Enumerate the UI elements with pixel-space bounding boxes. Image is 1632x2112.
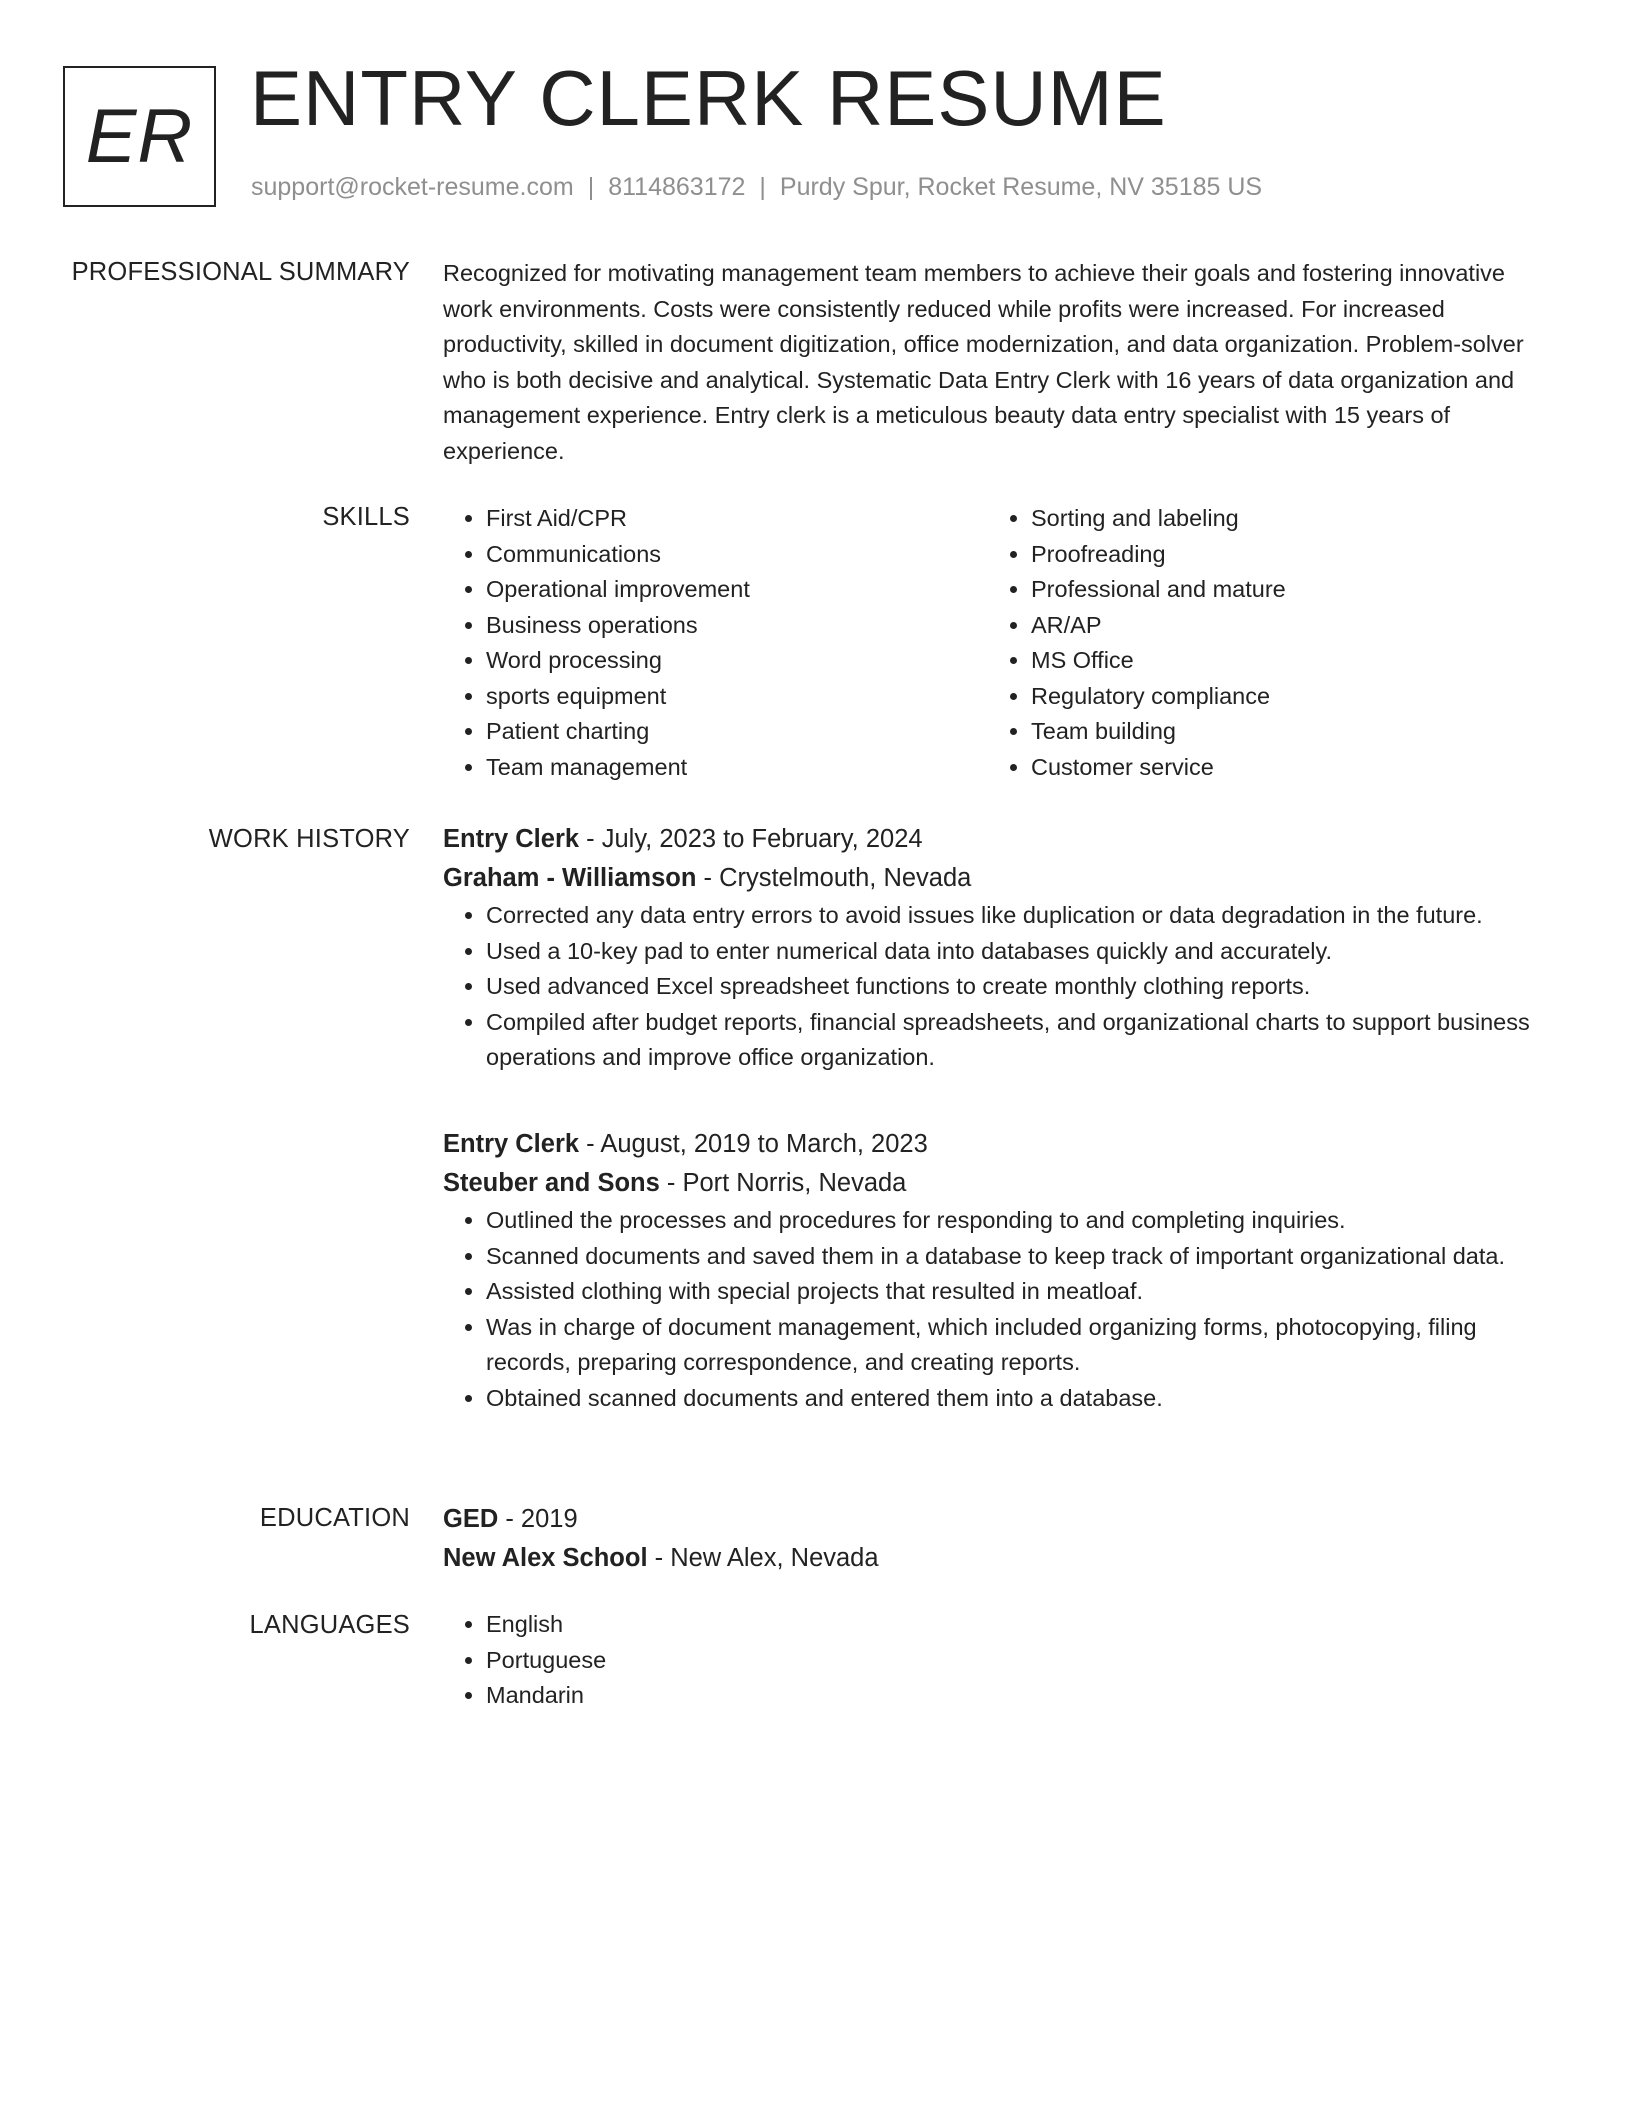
job-title: Entry Clerk	[443, 825, 580, 853]
skill-item: • Sorting and labeling	[1031, 501, 1533, 537]
education-school-line	[443, 1539, 1553, 1578]
skill-item: • Business operations	[486, 608, 988, 644]
job-bullet: • Compiled after budget reports, financial spreadsheets, and organizational charts to support business operations and improve office organization.	[486, 1005, 1553, 1076]
job-location: - Crystelmouth, Nevada	[696, 864, 972, 892]
skills-column-right	[988, 501, 1533, 785]
skill-item: • Professional and mature	[1031, 572, 1533, 608]
job-company: Steuber and Sons	[443, 1169, 660, 1197]
skill-item: • Word processing	[486, 643, 988, 679]
language-item: • Mandarin	[486, 1678, 1553, 1714]
job-company-line	[443, 859, 1553, 898]
summary-text: Recognized for motivating management team members to achieve their goals and fostering innovative work environments. Costs were consistently reduced while profits were increased. For increased productivity, skilled in document digitization, office modernization, and data organization. Problem-solver who is both decisive and analytical. Systematic Data Entry Clerk with 16 years of data organization and management experience. Entry clerk is a meticulous beauty data entry specialist with 15 years of experience.	[443, 260, 1524, 464]
contact-separator: |	[587, 173, 595, 201]
job-title-line	[443, 1125, 1553, 1164]
skill-item: • sports equipment	[486, 679, 988, 715]
job-bullet: • Scanned documents and saved them in a database to keep track of important organizational data.	[486, 1239, 1553, 1275]
monogram-box	[63, 66, 216, 207]
job-bullet: • Outlined the processes and procedures for responding to and completing inquiries.	[486, 1203, 1553, 1239]
job-location: - Port Norris, Nevada	[659, 1169, 907, 1197]
skills-list	[443, 501, 1553, 785]
job-bullet: • Corrected any data entry errors to avoid issues like duplication or data degradation in the future.	[486, 898, 1553, 934]
section-label-work: WORK HISTORY	[208, 825, 410, 853]
education-entry	[443, 1500, 1553, 1578]
skill-item: • MS Office	[1031, 643, 1533, 679]
job-bullet: • Obtained scanned documents and entered them into a database.	[486, 1381, 1553, 1417]
contact-email: support@rocket-resume.com	[251, 173, 574, 201]
monogram-initials: ER	[85, 94, 194, 179]
language-item: • English	[486, 1607, 1553, 1643]
skill-item: • Operational improvement	[486, 572, 988, 608]
job-dates: - August, 2019 to March, 2023	[579, 1130, 928, 1158]
skill-item: • AR/AP	[1031, 608, 1533, 644]
contact-line	[251, 173, 1262, 202]
skill-item: • Team building	[1031, 714, 1533, 750]
education-year: - 2019	[498, 1505, 578, 1533]
job-bullet: • Used a 10-key pad to enter numerical data into databases quickly and accurately.	[486, 934, 1553, 970]
job-entry	[443, 1125, 1553, 1416]
skills-column-left	[443, 501, 988, 785]
section-label-languages: LANGUAGES	[249, 1611, 410, 1639]
skill-item: • Proofreading	[1031, 537, 1533, 573]
skill-item: • Patient charting	[486, 714, 988, 750]
job-bullet: • Used advanced Excel spreadsheet functions to create monthly clothing reports.	[486, 969, 1553, 1005]
job-entry	[443, 820, 1553, 1076]
education-school: New Alex School	[443, 1544, 648, 1572]
education-degree-line	[443, 1500, 1553, 1539]
skill-item: • Communications	[486, 537, 988, 573]
contact-phone: 8114863172	[608, 173, 746, 201]
job-bullet: • Assisted clothing with special projects that resulted in meatloaf.	[486, 1274, 1553, 1310]
job-dates: - July, 2023 to February, 2024	[579, 825, 923, 853]
job-bullets	[443, 898, 1553, 1076]
skill-item: • Regulatory compliance	[1031, 679, 1533, 715]
job-bullets	[443, 1203, 1553, 1416]
skill-item: • Customer service	[1031, 750, 1533, 786]
skill-item: • Team management	[486, 750, 988, 786]
job-company: Graham - Williamson	[443, 864, 697, 892]
section-label-skills: SKILLS	[322, 503, 410, 531]
section-label-education: EDUCATION	[259, 1504, 410, 1532]
section-label-summary: PROFESSIONAL SUMMARY	[71, 258, 410, 286]
languages-list	[443, 1607, 1553, 1714]
education-degree: GED	[443, 1505, 499, 1533]
job-title-line	[443, 820, 1553, 859]
contact-separator: |	[759, 173, 766, 201]
education-location: - New Alex, Nevada	[647, 1544, 879, 1572]
job-company-line	[443, 1164, 1553, 1203]
resume-title: ENTRY CLERK RESUME	[250, 54, 1167, 142]
skill-item: • First Aid/CPR	[486, 501, 988, 537]
contact-address: Purdy Spur, Rocket Resume, NV 35185 US	[779, 173, 1263, 201]
language-item: • Portuguese	[486, 1643, 1553, 1679]
job-bullet: • Was in charge of document management, which included organizing forms, photocopying, filing records, preparing correspondence, and creating reports.	[486, 1310, 1553, 1381]
job-title: Entry Clerk	[443, 1130, 580, 1158]
